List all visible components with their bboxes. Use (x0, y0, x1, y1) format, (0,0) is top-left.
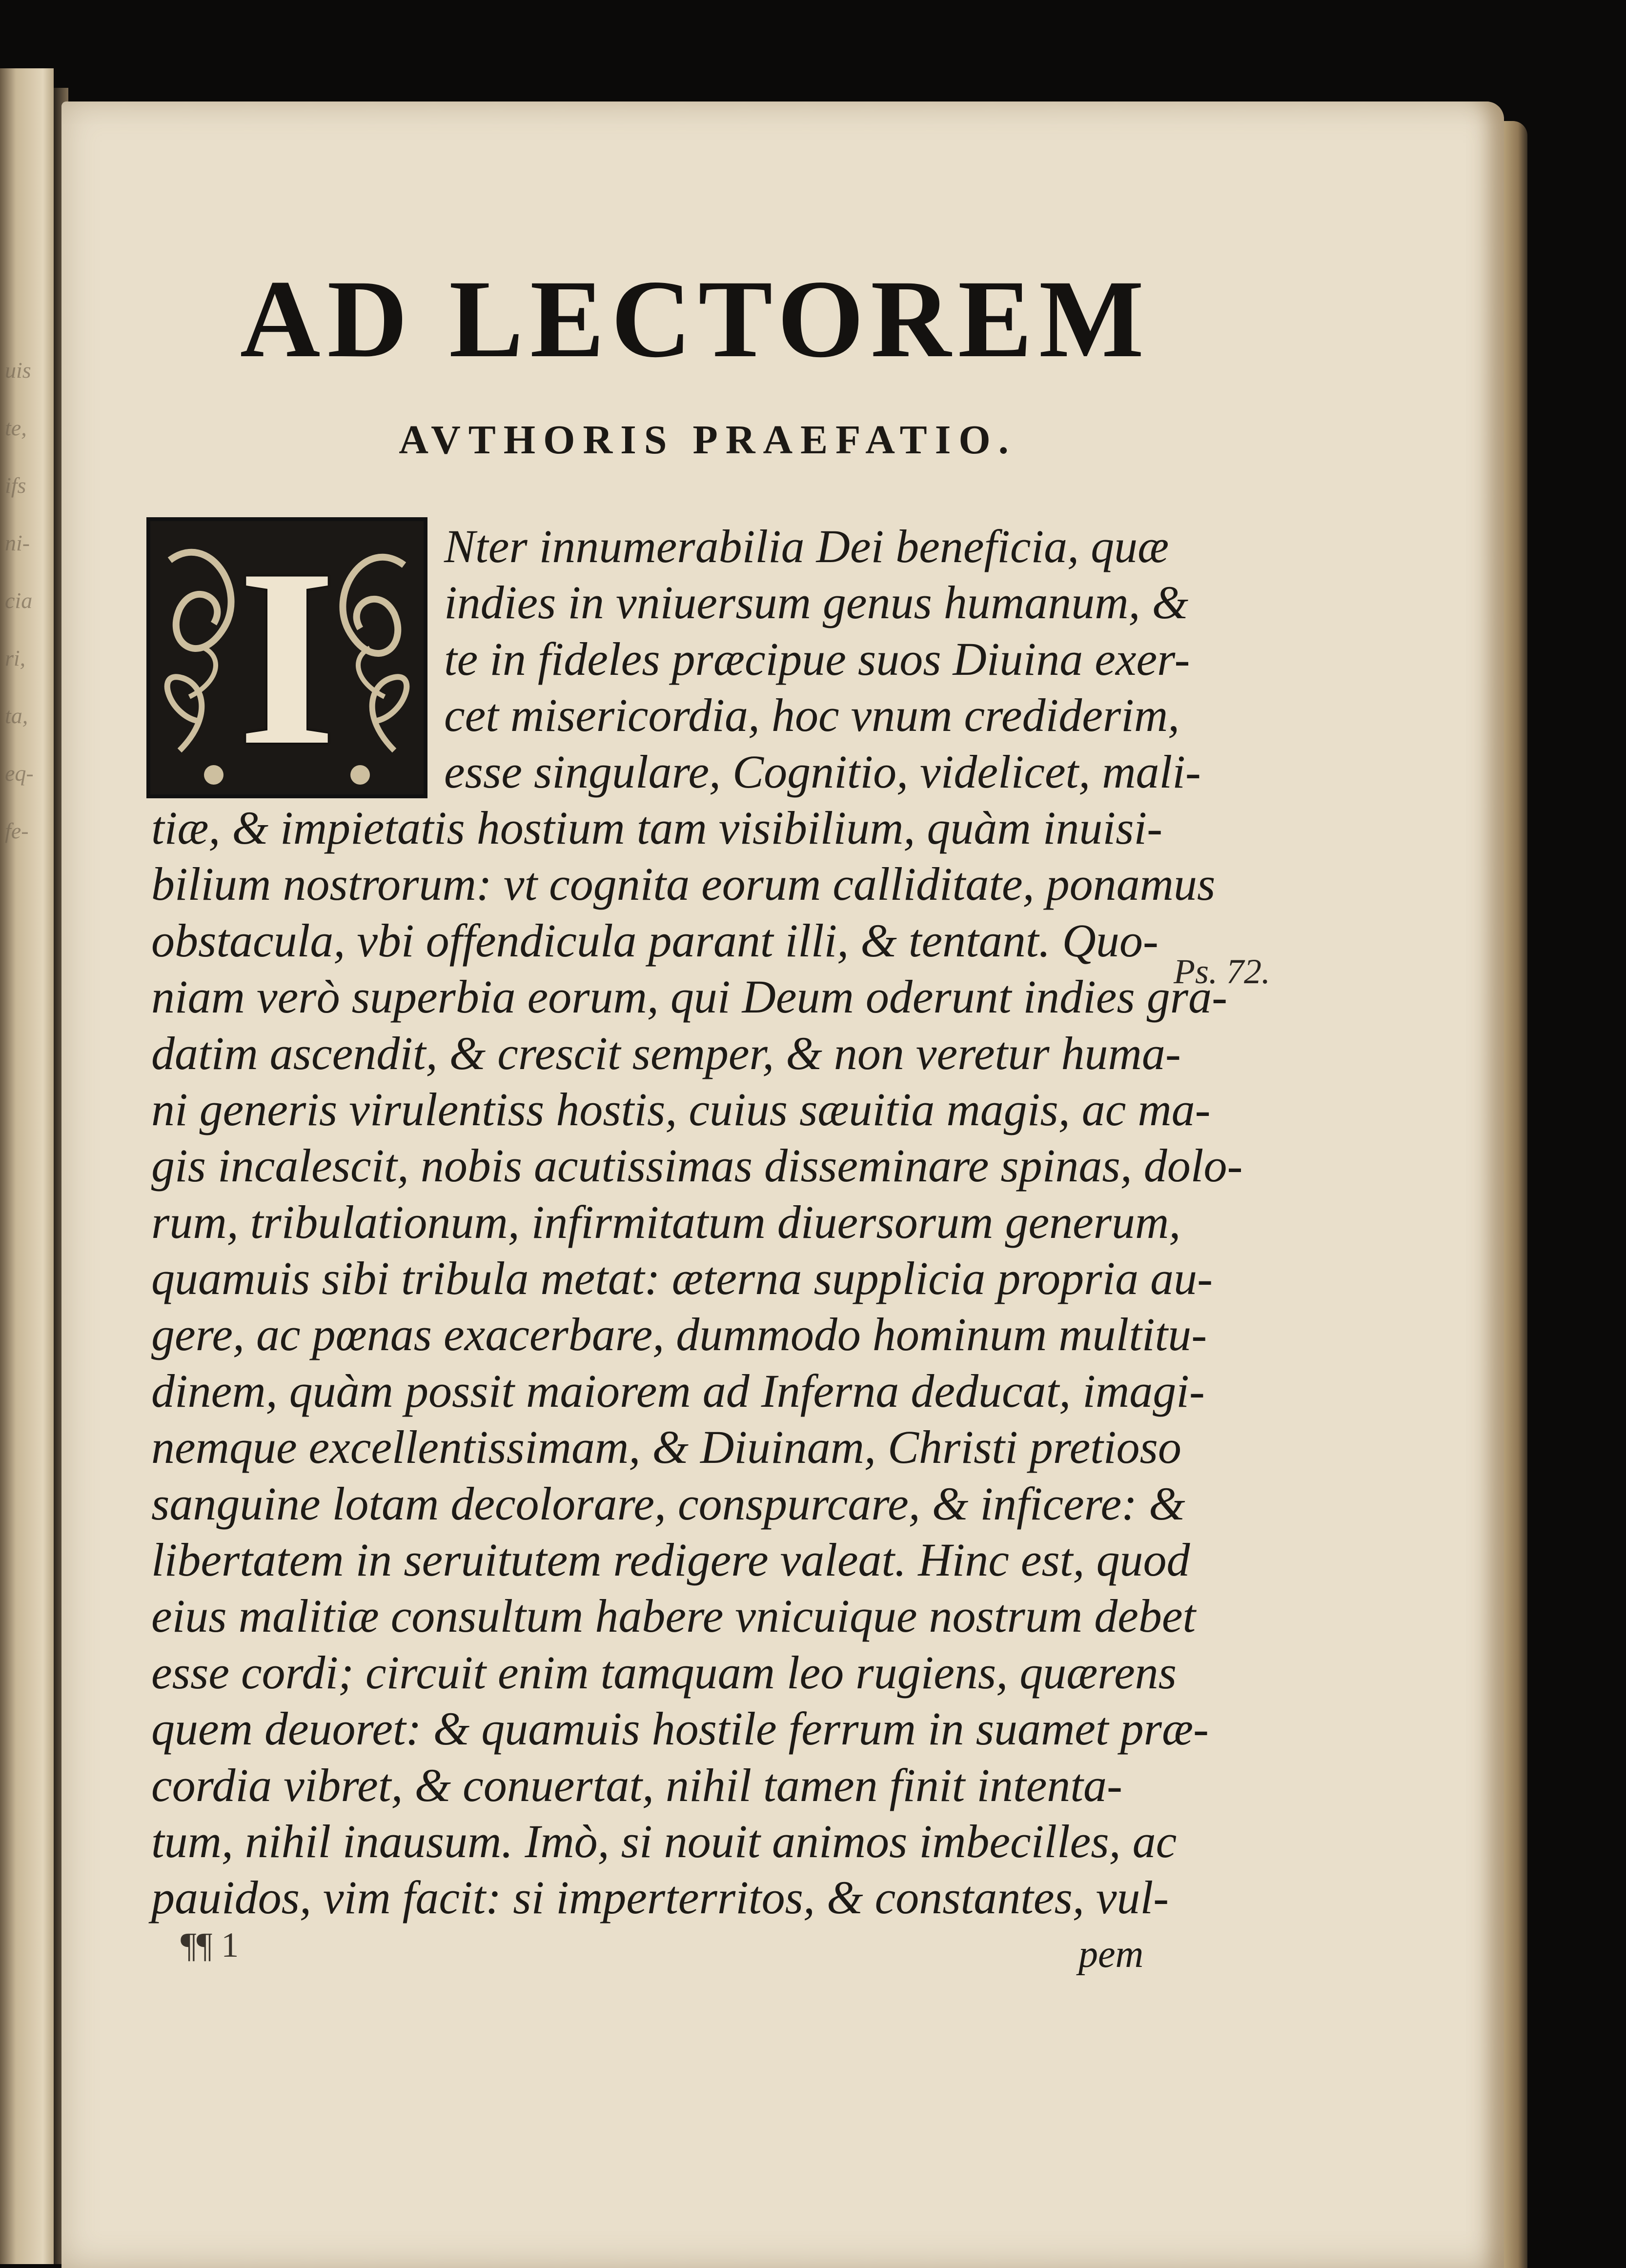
text-line: bilium nostrorum: vt cognita eorum calliditate, ponamus (151, 858, 1216, 911)
facing-page-fragment: ri, (5, 646, 26, 670)
text-line: gere, ac pœnas exacerbare, dummodo hominum multitu- (151, 1308, 1207, 1361)
signature-mark: ¶¶ 1 (181, 1925, 239, 1964)
facing-page-fragment: ta, (5, 703, 28, 728)
catchword: pem (1078, 1933, 1144, 1976)
text-line: sanguine lotam decolorare, conspurcare, & inficere: & (151, 1477, 1185, 1530)
text-line: cordia vibret, & conuertat, nihil tamen finit intenta- (151, 1759, 1122, 1811)
text-line: esse cordi; circuit enim tamquam leo rugiens, quærens (151, 1646, 1177, 1699)
text-line: Nter innumerabilia Dei beneficia, quæ (444, 520, 1169, 572)
text-line: ni generis virulentiss hostis, cuius sæuitia magis, ac ma- (151, 1083, 1211, 1135)
marginal-note: Ps. 72. (1174, 952, 1270, 991)
facing-page-fragment: uis (5, 358, 31, 383)
text-line: cet misericordia, hoc vnum crediderim, (444, 689, 1180, 742)
page-subheading: AVTHORIS PRAEFATIO. (399, 417, 1016, 463)
facing-page-edge (0, 68, 54, 2264)
text-line: indies in vniuersum genus humanum, & (444, 576, 1189, 629)
text-line: rum, tribulationum, infirmitatum diuersorum generum, (151, 1195, 1181, 1248)
text-line: gis incalescit, nobis acutissimas disseminare spinas, dolo- (151, 1139, 1243, 1192)
text-line: esse singulare, Cognitio, videlicet, mali- (444, 745, 1201, 798)
text-line: eius malitiæ consultum habere vnicuique nostrum debet (151, 1590, 1196, 1642)
text-line: niam verò superbia eorum, qui Deum oderunt indies gra- (151, 971, 1228, 1023)
text-line: tum, nihil inausum. Imò, si nouit animos imbecilles, ac (151, 1815, 1177, 1867)
facing-page-fragment: fe- (5, 818, 29, 843)
facing-page-fragment: ni- (5, 530, 30, 555)
text-line: obstacula, vbi offendicula parant illi, & tentant. Quo- (151, 914, 1159, 967)
text-line: datim ascendit, & crescit semper, & non veretur huma- (151, 1027, 1181, 1079)
text-line: quamuis sibi tribula metat: æterna supplicia propria au- (151, 1252, 1213, 1305)
facing-page-fragment: ifs (5, 473, 26, 498)
text-line: tiæ, & impietatis hostium tam visibilium, quàm inuisi- (151, 801, 1163, 854)
facing-page-fragment: te, (5, 415, 27, 440)
facing-page-text (5, 342, 39, 860)
facing-page-fragment: eq- (5, 761, 34, 786)
text-line: quem deuoret: & quamuis hostile ferrum in suamet præ- (151, 1702, 1209, 1755)
initial-letter: I (237, 517, 337, 798)
text-line: dinem, quàm possit maiorem ad Inferna deducat, imagi- (151, 1364, 1205, 1417)
text-line: libertatem in seruitutem redigere valeat. Hinc est, quod (151, 1534, 1190, 1586)
facing-page-fragment: cia (5, 588, 33, 613)
text-line: te in fideles præcipue suos Diuina exer- (444, 632, 1190, 685)
page-edge (1504, 121, 1527, 2268)
text-line: pauidos, vim facit: si imperterritos, & constantes, vul- (151, 1871, 1169, 1924)
page-heading: AD LECTOREM (240, 258, 1151, 381)
text-line: nemque excellentissimam, & Diuinam, Christi pretioso (151, 1421, 1181, 1474)
